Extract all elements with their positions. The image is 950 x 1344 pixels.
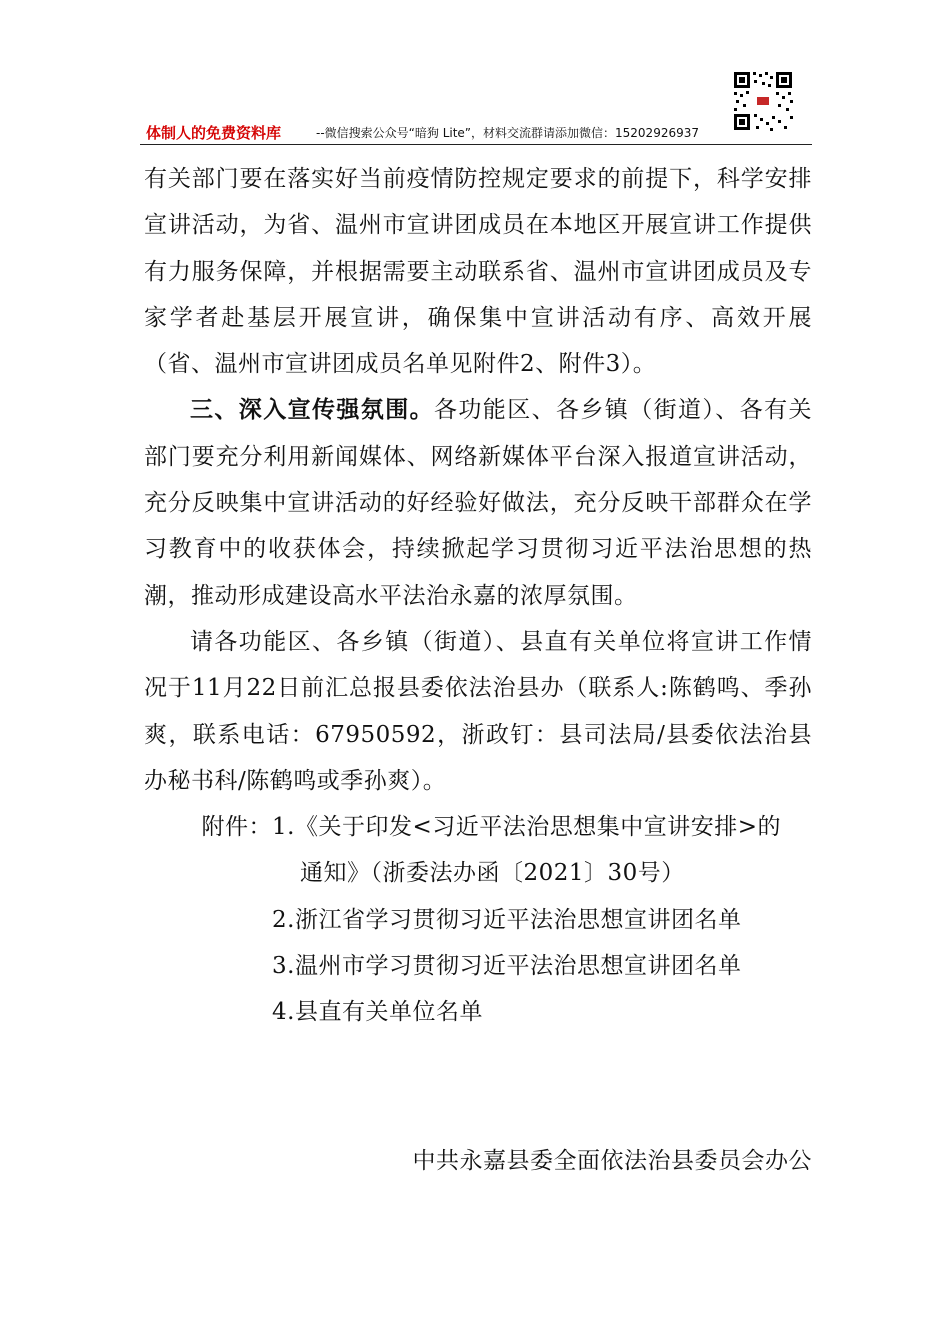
document-body <box>144 156 812 1036</box>
paragraph-2-body: 各功能区、各乡镇（街道）、各有关部门要充分利用新闻媒体、网络新媒体平台深入报道宣讲活动，充分反映集中宣讲活动的好经验好做法，充分反映干部群众在学习教育中的收获体会，持续掀起学习贯彻习近平法治思想的热潮，推动形成建设高水平法治永嘉的浓厚氛围。 <box>144 397 813 609</box>
attachment-3: 3.温州市学习贯彻习近平法治思想宣讲团名单 <box>272 953 742 980</box>
attachment-2: 2.浙江省学习贯彻习近平法治思想宣讲团名单 <box>272 906 742 933</box>
header-divider <box>140 144 812 145</box>
attachment-1-line1: 1.《关于印发<习近平法治思想集中宣讲安排>的 <box>272 814 781 841</box>
attachment-label: 附件： <box>201 814 272 841</box>
paragraph-2 <box>144 387 812 618</box>
brand-title: 体制人的免费资料库 <box>146 124 282 142</box>
attachment-1 <box>144 804 812 850</box>
header-note: --微信搜索公众号“暗狗 Lite”，材料交流群请添加微信：15202926937 <box>316 126 699 140</box>
section-heading: 三、深入宣传强氛围。 <box>190 397 434 424</box>
qr-code-icon <box>732 70 794 132</box>
paragraph-3: 请各功能区、各乡镇（街道）、县直有关单位将宣讲工作情况于11月22日前汇总报县委依法治县办（联系人:陈鹤鸣、季孙爽，联系电话：67950592，浙政钉：县司法局/县委依法治县办秘书科/陈鹤鸣或季孙爽）。 <box>144 628 812 794</box>
paragraph-1: 有关部门要在落实好当前疫情防控规定要求的前提下，科学安排宣讲活动，为省、温州市宣讲团成员在本地区开展宣讲工作提供有力服务保障，并根据需要主动联系省、温州市宣讲团成员及专家学者赴基层开展宣讲，确保集中宣讲活动有序、高效开展（省、温州市宣讲团成员名单见附件2、附件3）。 <box>144 166 812 378</box>
attachment-1-line2: 通知》（浙委法办函〔2021〕30号） <box>300 860 685 887</box>
signature-org: 中共永嘉县委全面依法治县委员会办公 <box>412 1148 812 1174</box>
attachment-4: 4.县直有关单位名单 <box>272 999 483 1026</box>
page-header <box>140 70 812 146</box>
